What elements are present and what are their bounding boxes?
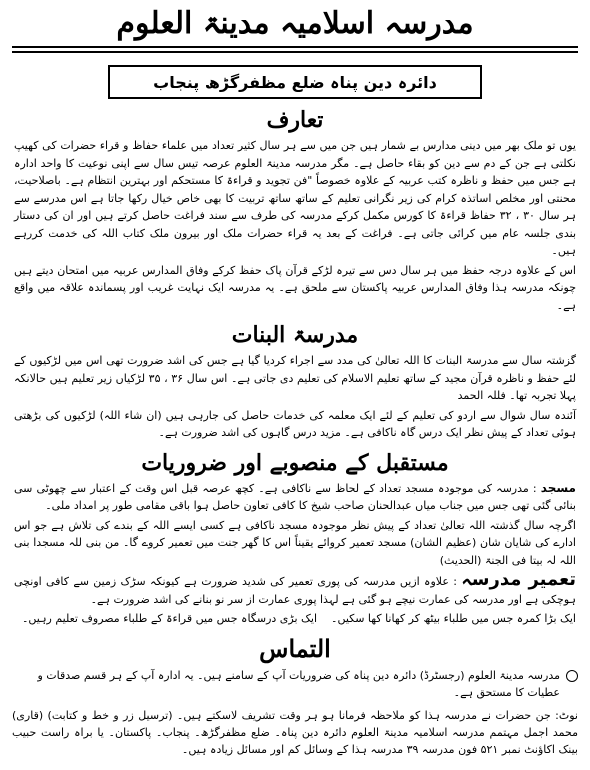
mosque-label: مسجد [540, 480, 576, 495]
intro-paragraph-2: اس کے علاوہ درجہ حفظ میں ہر سال دس سے تیرہ لڑکے قرآن پاک حفظ کرکے وفاق المدارس عربیہ میں امتحان دیتے ہیں چونکہ مدرسہ ہذا وفاق المدارس عربیہ پاکستان سے ملحق ہے۔ یہ مدرسہ ایک نہایت غریب اور پسماندہ علاقہ میں واقع ہے۔ [14, 263, 576, 312]
mosque-paragraph-2: اگرچہ سال گذشتہ اللہ تعالیٰ تعداد کے پیش نظر موجودہ مسجد ناکافی ہے کسی ایسے اللہ کے بندے کی تلاش ہے جو اس ادارے کی شایان شان (عظیم الشان) مسجد تعمیر کروائے یقیناً اس کا گھر جنت میں تعمیر کروے گا۔ من بنی للہ مسجدا بنی اللہ لہ بیتا فی الجنۃ (الحدیث) [14, 518, 576, 567]
girls-paragraph-2: آئندہ سال شوال سے اردو کی تعلیم کے لئے ایک معلمہ کی خدمات حاصل کی جارہی ہیں (ان شاء اللہ) لڑکیوں کی بڑھتی ہوئی تعداد کے پیش نظر ایک درس گاہ ناکافی ہے۔ مزید درس گاہوں کی اشد ضرورت ہے۔ [14, 408, 576, 439]
section-title-girls: مدرسۃ البنات [231, 322, 359, 348]
needs-list [14, 610, 576, 628]
appeal-text: مدرسہ مدینۃ العلوم (رجسٹرڈ) دائرہ دین پناہ کی ضروریات آپ کے سامنے ہیں۔ یہ ادارہ آپ کے ہر قسم صدقات و عطیات کا مستحق ہے۔ [37, 668, 560, 699]
intro-paragraph-1: یوں تو ملک بھر میں دینی مدارس بے شمار ہیں جن میں سے ہر سال کثیر تعداد میں علماء حفاظ و قراء حضرات کی کھیپ نکلتی ہے جن کے دم سے دین کو بقاء حاصل ہے۔ مگر مدرسہ مدینۃ العلوم عرصہ تیس سال سے اپنی نوعیت کا واحد ادارہ ہے جس میں حفظ و ناظرہ کتب عربیہ کے علاوہ خصوصاً "فن تجوید و قراءۃ کا مستحکم اور بہترین انتظام ہے۔ باصلاحیت، محنتی اور مخلص اساتذہ کرام کی زیر نگرانی تعلیم کے ساتھ ساتھ تربیت کا بھی خاص خیال رکھا جاتا ہے اس مدرسے سے ہر سال ۳۰ ، ۳۲ حفاظ قراءۃ کا کورس مکمل کرکے مدرسہ کی طرف سے سند فراغت حاصل کرتے ہیں اور ان کی دستار بندی جلسہ عام میں کرائی جاتی ہے۔ فراغت کے بعد یہ قراء حضرات ملک اور بیرون ملک کتاب اللہ کی خدمت کررہے ہیں۔ [14, 139, 576, 257]
masthead-title: مدرسہ اسلامیہ مدینۃ العلوم [116, 6, 474, 41]
section-title-future: مستقبل کے منصوبے اور ضروریات [141, 449, 449, 476]
masthead-subtitle: دائرہ دین پناہ ضلع مظفرگڑھ پنجاب [108, 65, 482, 99]
section-title-appeal: التماس [259, 633, 331, 663]
mosque-paragraph [14, 480, 576, 515]
appeal-row [12, 667, 578, 701]
mosque-text: : مدرسہ کی موجودہ مسجد تعداد کے لحاظ سے ناکافی ہے۔ کچھ عرصہ قبل اس وقت کے اعتبار سے چھوٹی سی بنائی گئی تھی جس میں جناب میاں عبدالحنان صاحب شیخ کا کافی تعاون حاصل ہوا باقی مقامی طور پر امداد ملی۔ [14, 481, 576, 512]
need-item-2: ایک بڑی درسگاہ جس میں قراءۃ کے طلباء مصروف تعلیم رہیں۔ [21, 612, 317, 625]
circle-bullet-icon [566, 670, 578, 682]
building-text: : علاوہ ازیں مدرسہ کی پوری تعمیر کی شدید ضرورت ہے کیونکہ سڑک زمین سے کافی اونچی ہوچکی ہے اور مدرسہ کی عمارت نیچے ہو گئی ہے لہذا پوری عمارت از سر نو بنانے کی اشد ضرورت ہے۔ [14, 575, 576, 606]
building-label: تعمیر مدرسہ [461, 569, 576, 590]
section-title-intro: تعارف [266, 107, 324, 133]
need-item-1: ایک بڑا کمرہ جس میں طلباء بیٹھ کر کھانا کھا سکیں۔ [331, 612, 576, 625]
masthead [12, 6, 578, 99]
masthead-divider [12, 46, 578, 53]
girls-paragraph-1: گزشتہ سال سے مدرسۃ البنات کا اللہ تعالیٰ کی مدد سے اجراء کردیا گیا ہے جس کی اشد ضرورت تھی اس میں لڑکیوں کے لئے حفظ و ناظرہ قرآن مجید کے ساتھ تعلیم الاسلام کی تعلیم دی جاتی ہے۔ اس سال ۳۶ ، ۳۵ لڑکیاں زیر تعلیم ہیں حالانکہ پہلا تجربہ تھا۔ فللہ الحمد [14, 354, 576, 402]
contact-note: نوٹ: جن حضرات نے مدرسہ ہذا کو ملاحظہ فرمانا ہو ہر وقت تشریف لاسکتے ہیں۔ (ترسیل زر و خط و کتابت) (قاری) محمد اجمل مہتمم مدرسہ اسلامیہ مدینۃ العلوم دائرہ دین پناہ۔ ضلع مظفرگڑھ۔ پنجاب۔ پاکستان۔ یا براہ راست حبیب بینک اکاؤنٹ نمبر ۵۲۱ فون مدرسہ ۳۹ مدرسہ ہذا کے وسائل کم اور مسائل زیادہ ہیں۔ [12, 708, 578, 756]
building-paragraph [14, 571, 576, 608]
